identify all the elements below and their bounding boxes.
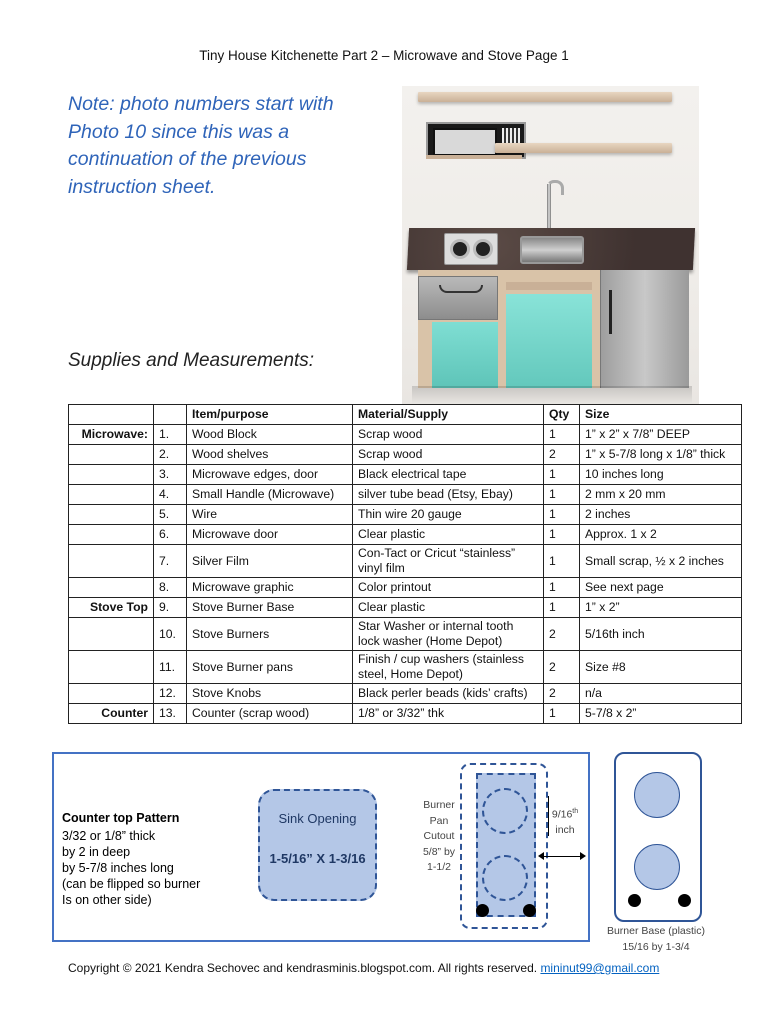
category-cell: Microwave:	[69, 425, 154, 445]
size-cell: 1” x 2” x 7/8” DEEP	[580, 425, 742, 445]
column-header	[69, 405, 154, 425]
burner-base-plate	[614, 752, 702, 922]
size-cell: n/a	[580, 684, 742, 704]
label-line: Burner Base (plastic)	[606, 925, 706, 937]
category-cell: Counter	[69, 704, 154, 724]
size-cell: 2 inches	[580, 505, 742, 525]
qty-cell: 1	[544, 485, 580, 505]
table-row	[69, 684, 742, 704]
item-cell: Microwave door	[187, 525, 353, 545]
knob-dot	[628, 894, 641, 907]
material-cell: Con-Tact or Cricut “stainless” vinyl film	[353, 545, 544, 578]
sink-opening-label: Sink Opening	[278, 811, 357, 826]
knob-dot	[476, 904, 489, 917]
number-cell: 9.	[154, 598, 187, 618]
category-cell	[69, 485, 154, 505]
sink	[520, 236, 584, 264]
material-cell: Clear plastic	[353, 598, 544, 618]
category-cell	[69, 445, 154, 465]
pattern-title: Counter top Pattern	[62, 811, 180, 825]
page-header: Tiny House Kitchenette Part 2 – Microwave and Stove Page 1	[199, 48, 569, 63]
microwave-shelf	[426, 155, 522, 159]
label-line: Pan	[429, 814, 449, 827]
size-cell: 1” x 5-7/8 long x 1/8” thick	[580, 445, 742, 465]
size-cell: 5-7/8 x 2”	[580, 704, 742, 724]
pattern-line: 3/32 or 1/8” thick	[62, 829, 156, 843]
item-cell: Small Handle (Microwave)	[187, 485, 353, 505]
qty-cell: 1	[544, 465, 580, 485]
table-row	[69, 598, 742, 618]
size-cell: 2 mm x 20 mm	[580, 485, 742, 505]
material-cell: Scrap wood	[353, 425, 544, 445]
item-cell: Stove Burners	[187, 618, 353, 651]
qty-cell: 1	[544, 525, 580, 545]
knob-dot	[678, 894, 691, 907]
size-cell: 1” x 2”	[580, 598, 742, 618]
material-cell: Black electrical tape	[353, 465, 544, 485]
copyright-footer	[68, 961, 659, 975]
size-cell: Size #8	[580, 651, 742, 684]
table-header-row	[69, 405, 742, 425]
drawer	[418, 276, 498, 320]
label-line: Burner	[423, 799, 455, 811]
label-line: 15/16 by 1-3/4	[622, 940, 690, 953]
material-cell: 1/8” or 3/32” thk	[353, 704, 544, 724]
material-cell: silver tube bead (Etsy, Ebay)	[353, 485, 544, 505]
copyright-text: Copyright © 2021 Kendra Sechovec and kendrasminis.blogspot.com. All rights reserved.	[68, 961, 541, 975]
door-handle	[609, 290, 612, 334]
category-cell	[69, 505, 154, 525]
item-cell: Wood shelves	[187, 445, 353, 465]
sink-opening-dimensions: 1-5/16” X 1-3/16	[269, 851, 366, 866]
table-row	[69, 525, 742, 545]
size-cell: 5/16th inch	[580, 618, 742, 651]
note-line: instruction sheet.	[68, 175, 216, 198]
item-cell: Silver Film	[187, 545, 353, 578]
column-header: Item/purpose	[187, 405, 353, 425]
pattern-line: by 2 in deep	[62, 845, 131, 859]
open-cabinet	[432, 322, 498, 388]
knob-dot	[523, 904, 536, 917]
column-header: Size	[580, 405, 742, 425]
note-line: continuation of the previous	[68, 148, 307, 170]
category-cell	[69, 578, 154, 598]
table-row	[69, 505, 742, 525]
number-cell: 11.	[154, 651, 187, 684]
microwave-model	[426, 122, 526, 159]
number-cell: 3.	[154, 465, 187, 485]
label-line: 5/8” by	[422, 845, 456, 858]
category-cell: Stove Top	[69, 598, 154, 618]
burner	[473, 239, 493, 259]
table-row	[69, 578, 742, 598]
material-cell: Finish / cup washers (stainless steel, Home Depot)	[353, 651, 544, 684]
size-cell: 10 inches long	[580, 465, 742, 485]
supplies-heading: Supplies and Measurements:	[68, 350, 315, 371]
burner-pan-cutout-label	[414, 798, 464, 876]
category-cell	[69, 545, 154, 578]
burner-circle	[634, 844, 680, 890]
item-cell: Microwave edges, door	[187, 465, 353, 485]
gap-dimension-label	[545, 804, 585, 838]
open-cabinet	[506, 294, 592, 388]
item-cell: Stove Burner Base	[187, 598, 353, 618]
number-cell: 4.	[154, 485, 187, 505]
table-row	[69, 618, 742, 651]
item-cell: Stove Knobs	[187, 684, 353, 704]
burner-pan-circle	[482, 788, 528, 834]
cabinet-door	[600, 270, 689, 388]
drawer-handle	[439, 285, 483, 293]
number-cell: 8.	[154, 578, 187, 598]
qty-cell: 1	[544, 505, 580, 525]
number-cell: 12.	[154, 684, 187, 704]
qty-cell: 2	[544, 684, 580, 704]
number-cell: 2.	[154, 445, 187, 465]
gap-main: 9/16	[551, 808, 573, 821]
number-cell: 7.	[154, 545, 187, 578]
material-cell: Star Washer or internal tooth lock washer (Home Depot)	[353, 618, 544, 651]
qty-cell: 1	[544, 578, 580, 598]
gap-sup: th	[572, 808, 579, 815]
table-row	[69, 651, 742, 684]
material-cell: Thin wire 20 gauge	[353, 505, 544, 525]
burner	[450, 239, 470, 259]
pattern-line: (can be flipped so burner	[62, 877, 201, 891]
burner-base-label	[596, 924, 716, 955]
qty-cell: 1	[544, 704, 580, 724]
arrow-right-icon	[580, 852, 586, 860]
material-cell: Color printout	[353, 578, 544, 598]
email-link[interactable]: mininut99@gmail.com	[540, 961, 660, 975]
number-cell: 13.	[154, 704, 187, 724]
label-line: Cutout	[423, 830, 455, 842]
category-cell	[69, 618, 154, 651]
qty-cell: 2	[544, 618, 580, 651]
material-cell: Black perler beads (kids’ crafts)	[353, 684, 544, 704]
item-cell: Wood Block	[187, 425, 353, 445]
number-cell: 6.	[154, 525, 187, 545]
gap-unit: inch	[555, 823, 575, 836]
kitchenette-photo	[402, 86, 699, 404]
column-header	[154, 405, 187, 425]
category-cell	[69, 684, 154, 704]
item-cell: Microwave graphic	[187, 578, 353, 598]
arrow-left-icon	[538, 852, 544, 860]
supplies-table	[68, 404, 742, 724]
dimension-arrow	[540, 856, 584, 857]
item-cell: Wire	[187, 505, 353, 525]
category-cell	[69, 651, 154, 684]
gap-value	[545, 804, 585, 823]
lower-shelf	[495, 143, 672, 153]
column-header: Material/Supply	[353, 405, 544, 425]
column-header: Qty	[544, 405, 580, 425]
pattern-line: by 5-7/8 inches long	[62, 861, 174, 875]
qty-cell: 1	[544, 545, 580, 578]
faucet	[547, 184, 551, 228]
note-line: Photo 10 since this was a	[68, 120, 290, 143]
cabinet-strip	[506, 282, 592, 290]
label-line: 1-1/2	[427, 861, 451, 873]
item-cell: Stove Burner pans	[187, 651, 353, 684]
size-cell: See next page	[580, 578, 742, 598]
qty-cell: 2	[544, 651, 580, 684]
table-row	[69, 445, 742, 465]
table-row	[69, 485, 742, 505]
table-row	[69, 465, 742, 485]
item-cell: Counter (scrap wood)	[187, 704, 353, 724]
qty-cell: 1	[544, 598, 580, 618]
table-row	[69, 704, 742, 724]
table-row	[69, 545, 742, 578]
qty-cell: 1	[544, 425, 580, 445]
burner-pan-circle	[482, 855, 528, 901]
upper-shelf	[418, 92, 672, 102]
category-cell	[69, 465, 154, 485]
photo-number-note	[68, 91, 368, 201]
burner-circle	[634, 772, 680, 818]
microwave-window	[433, 128, 497, 156]
sink-opening-shape	[258, 789, 377, 901]
floor-shadow	[412, 386, 692, 404]
material-cell: Scrap wood	[353, 445, 544, 465]
table-row	[69, 425, 742, 445]
stove-burner-plate	[444, 233, 498, 265]
pattern-line: Is on other side)	[62, 893, 152, 907]
number-cell: 5.	[154, 505, 187, 525]
note-line: Note: photo numbers start with	[68, 93, 334, 115]
material-cell: Clear plastic	[353, 525, 544, 545]
number-cell: 1.	[154, 425, 187, 445]
number-cell: 10.	[154, 618, 187, 651]
size-cell: Small scrap, ½ x 2 inches	[580, 545, 742, 578]
category-cell	[69, 525, 154, 545]
qty-cell: 2	[544, 445, 580, 465]
size-cell: Approx. 1 x 2	[580, 525, 742, 545]
